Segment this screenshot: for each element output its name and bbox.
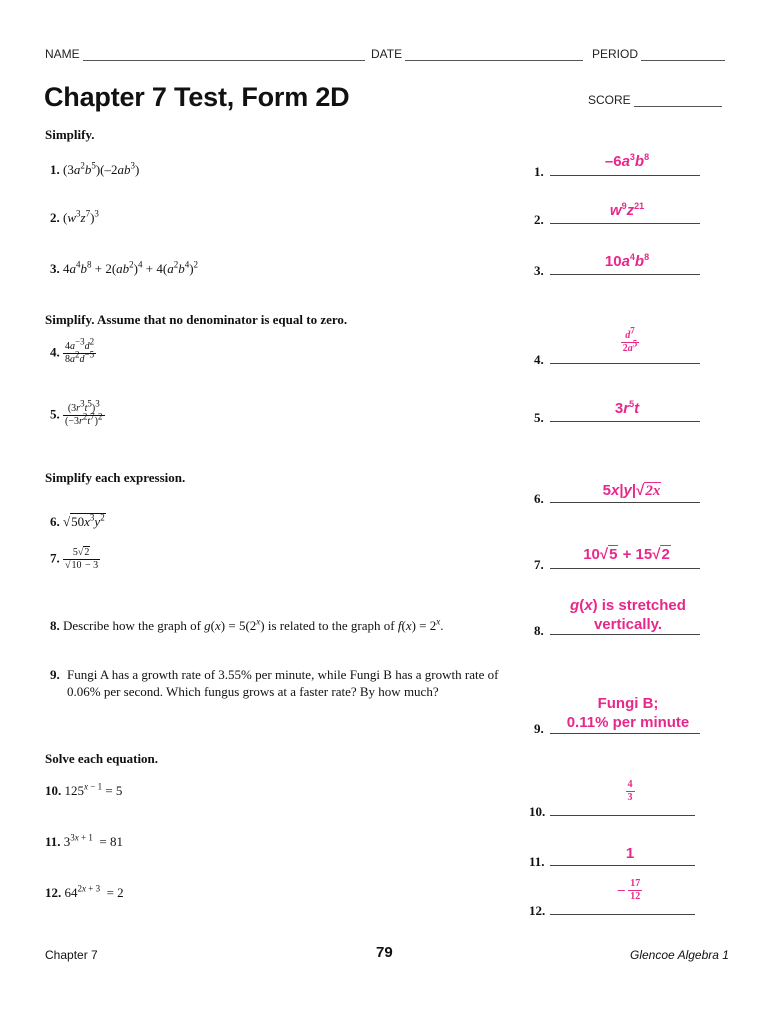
question-9-text: Fungi A has a growth rate of 3.55% per minute, while Fungi B has a growth rate of 0.06% per second. Which fungus grows at a faster rate? By how much?	[67, 667, 499, 699]
question-8-text-a: Describe how the graph of	[63, 618, 201, 633]
answer-line-6[interactable]	[550, 502, 700, 503]
date-field[interactable]	[371, 47, 583, 61]
date-label: DATE	[371, 47, 403, 61]
answer-line-4[interactable]	[550, 363, 700, 364]
question-7: 7. $\frac{5√2}{√10 - 3}$	[50, 547, 99, 571]
answer-8-line2: vertically.	[593, 616, 663, 633]
answer-11: 1	[625, 845, 635, 862]
answer-line-2[interactable]	[550, 223, 700, 224]
answer-number-2: 2.	[534, 212, 544, 227]
answer-8-line1: is stretched	[601, 597, 686, 614]
answer-3: $10a^4b^8$	[604, 252, 650, 270]
question-2: 2. $(w^3z^7)^3$	[50, 208, 99, 225]
answer-number-5: 5.	[534, 410, 544, 425]
page-number: 79	[376, 944, 393, 961]
score-label: SCORE	[588, 93, 631, 107]
score-field[interactable]	[588, 93, 722, 107]
answer-number-8: 8.	[534, 623, 544, 638]
question-4: 4. $\frac{4a^{-3}d^2}{8a^2d^{-5}}$	[50, 336, 95, 365]
answer-line-5[interactable]	[550, 421, 700, 422]
name-field[interactable]	[45, 47, 365, 61]
answer-number-3: 3.	[534, 263, 544, 278]
answer-line-7[interactable]	[550, 568, 700, 569]
answer-number-10: 10.	[529, 804, 546, 819]
name-blank[interactable]	[83, 60, 365, 61]
period-label: PERIOD	[592, 47, 639, 61]
section-heading-simplify-each: Simplify each expression.	[45, 470, 186, 485]
name-label: NAME	[45, 47, 80, 61]
question-11: 11. $3^{3x + 1} = 81$	[45, 832, 123, 849]
question-12: 12. $64^{2x + 3} = 2$	[45, 883, 124, 900]
answer-number-9: 9.	[534, 721, 544, 736]
answer-line-3[interactable]	[550, 274, 700, 275]
answer-line-12[interactable]	[550, 914, 695, 915]
score-blank[interactable]	[634, 106, 722, 107]
question-1: 1. $(3a^2b^5)(-2ab^3)$	[50, 160, 140, 177]
answer-line-11[interactable]	[550, 865, 695, 866]
date-blank[interactable]	[405, 60, 583, 61]
footer-book: Glencoe Algebra 1	[630, 948, 729, 962]
section-heading-simplify-denominator: Simplify. Assume that no denominator is equal to zero.	[45, 312, 348, 327]
answer-9-line2: 0.11% per minute	[566, 714, 690, 731]
answer-number-4: 4.	[534, 352, 544, 367]
answer-6: 5x|y|√2x	[602, 482, 661, 499]
answer-4: $\frac{d^7}{2a^5}$	[622, 325, 638, 354]
answer-line-1[interactable]	[550, 175, 700, 176]
answer-9	[548, 694, 708, 732]
answer-number-1: 1.	[534, 164, 544, 179]
answer-1: $-6a^3b^8$	[604, 152, 650, 170]
page-title: Chapter 7 Test, Form 2D	[44, 82, 350, 112]
answer-2: $w^9z^{21}$	[609, 201, 645, 219]
answer-number-7: 7.	[534, 557, 544, 572]
question-10: 10. 125$^x$ $^{- 1}$ = 5	[45, 781, 123, 798]
question-8: 8. Describe how the graph of $g(x) = 5(2^x)$ is related to the graph of $f(x) = 2^x$.	[50, 616, 444, 633]
answer-9-line1: Fungi B;	[597, 695, 659, 712]
section-heading-solve: Solve each equation.	[45, 751, 159, 766]
answer-5: $3r^5t$	[614, 399, 640, 417]
footer-chapter: Chapter 7	[45, 948, 98, 962]
section-heading-simplify: Simplify.	[45, 127, 95, 142]
answer-12: – $\frac{17}{12}$	[617, 878, 641, 902]
answer-number-11: 11.	[529, 854, 545, 869]
question-8-text-b: is related to the graph of	[267, 618, 395, 633]
answer-8: g(x) is stretched vertically.	[548, 596, 708, 634]
question-3: 3. $4a^4b^8 + 2(ab^2)^4 + 4(a^2b^4)^2$	[50, 259, 199, 276]
answer-line-8[interactable]	[550, 634, 700, 635]
answer-7: 10√5 + 15√2	[583, 546, 670, 563]
question-9: 9. Fungi A has a growth rate of 3.55% per minute, while Fungi B has a growth rate of 0.06% per second. Which fungus grows at a faster rate? By how much?	[50, 666, 507, 700]
answer-number-6: 6.	[534, 491, 544, 506]
period-field[interactable]	[592, 47, 725, 61]
question-5: 5. $\frac{(3r^3t^5)^3}{(-3r^2t^7)^2}$	[50, 398, 103, 427]
answer-number-12: 12.	[529, 903, 546, 918]
question-6: 6. $√50x^3y^2$	[50, 512, 105, 529]
answer-line-9[interactable]	[550, 733, 700, 734]
answer-line-10[interactable]	[550, 815, 695, 816]
period-blank[interactable]	[641, 60, 725, 61]
answer-10: $\frac{4}{3}$	[627, 779, 633, 803]
